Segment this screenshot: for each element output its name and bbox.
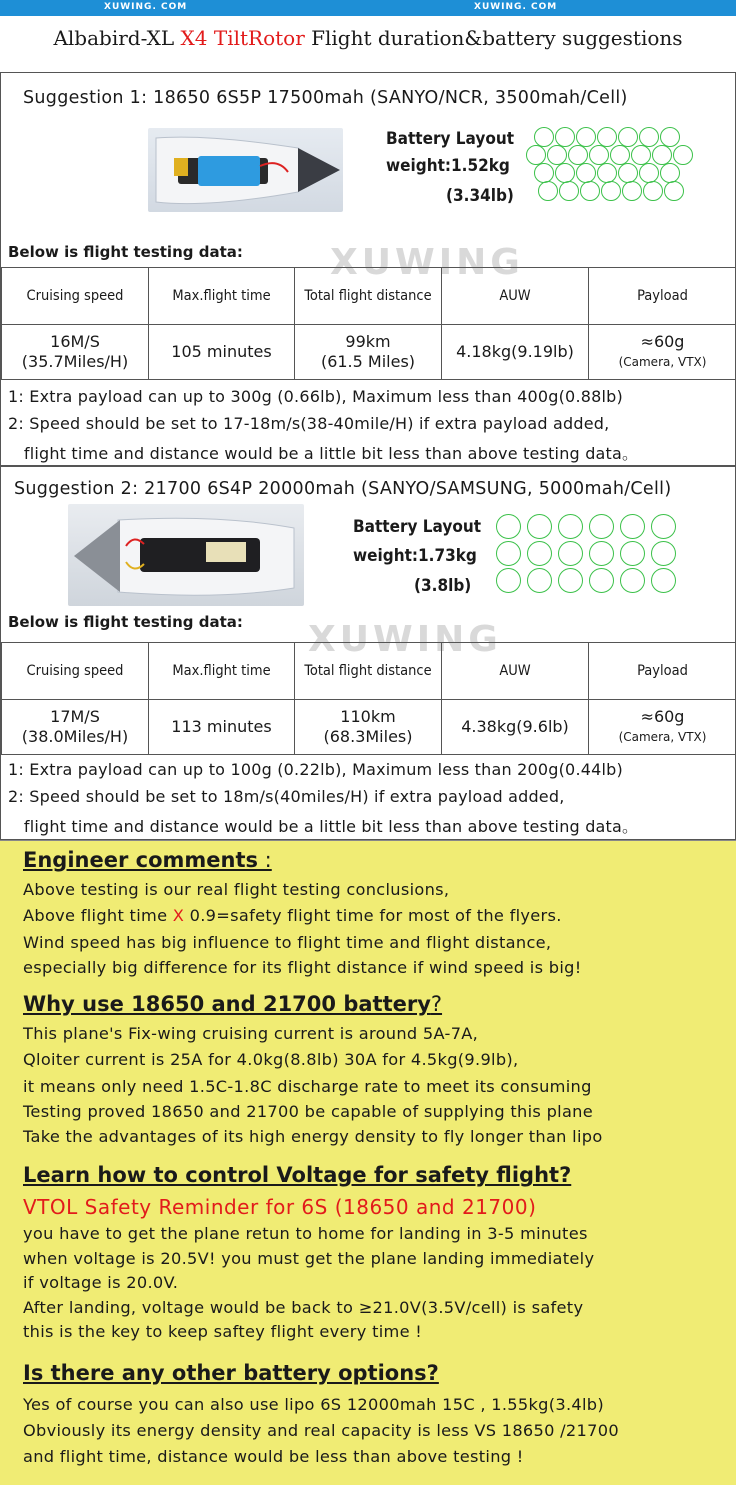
battery-cell: [576, 127, 596, 147]
battery-cell: [597, 127, 617, 147]
battery-cell: [589, 145, 609, 165]
battery-photo-2: [68, 504, 304, 606]
note-1-2: 2: Speed should be set to 17-18m/s(38-40mile/H) if extra payload added,: [8, 414, 609, 433]
note-2-2: 2: Speed should be set to 18m/s(40miles/H) if extra payload added,: [8, 787, 565, 806]
flight-time-value: 113 minutes: [149, 700, 295, 755]
header-max-flight-time: Max.flight time: [149, 268, 295, 325]
cruising-speed-value: 16M/S (35.7Miles/H): [2, 325, 149, 380]
voltage-line-5: this is the key to keep saftey flight every time !: [23, 1322, 422, 1341]
auw-value: 4.18kg(9.19lb): [442, 325, 589, 380]
header-payload: Payload: [589, 268, 736, 325]
battery-cell: [639, 163, 659, 183]
layout-label-2: Battery Layout: [353, 514, 481, 541]
top-watermark-left: XUWING. COM: [104, 2, 187, 12]
battery-cell: [622, 181, 642, 201]
below-label-1: Below is flight testing data:: [8, 243, 243, 261]
below-label-2: Below is flight testing data:: [8, 613, 243, 631]
battery-cell: [664, 181, 684, 201]
battery-cell: [555, 127, 575, 147]
battery-cell: [527, 541, 552, 566]
layout-label-1: Battery Layout: [386, 126, 514, 153]
battery-cell: [527, 514, 552, 539]
battery-cell: [651, 514, 676, 539]
battery-cell: [538, 181, 558, 201]
table-row: [2, 700, 736, 755]
note-2-3: flight time and distance would be a little bit less than above testing data。: [8, 814, 638, 837]
note-1-3: flight time and distance would be a little bit less than above testing data。: [8, 441, 638, 464]
engineer-line-2: Above flight time X 0.9=safety flight time for most of the flyers.: [23, 906, 562, 925]
header-cruising-speed: Cruising speed: [2, 268, 149, 325]
header-auw: AUW: [442, 268, 589, 325]
battery-cell: [673, 145, 693, 165]
battery-cell: [555, 163, 575, 183]
battery-cell: [589, 514, 614, 539]
battery-cell: [620, 514, 645, 539]
battery-cell: [660, 127, 680, 147]
xuwing-watermark-1: XUWING: [330, 242, 524, 283]
header-auw: AUW: [442, 643, 589, 700]
note-2-1: 1: Extra payload can up to 100g (0.22lb), Maximum less than 200g(0.44lb): [8, 760, 623, 779]
battery-cell: [620, 541, 645, 566]
battery-cell: [559, 181, 579, 201]
battery-cell: [618, 163, 638, 183]
page-title: Albabird-XL X4 TiltRotor Flight duration&battery suggestions: [0, 26, 736, 50]
xuwing-watermark-2: XUWING: [308, 619, 502, 660]
table-header-row: [2, 643, 736, 700]
suggestion-2-heading: Suggestion 2: 21700 6S4P 20000mah (SANYO/SAMSUNG, 5000mah/Cell): [14, 479, 671, 499]
battery-cell: [547, 145, 567, 165]
header-total-distance: Total flight distance: [295, 643, 442, 700]
engineer-line-1: Above testing is our real flight testing conclusions,: [23, 880, 449, 899]
other-line-1: Yes of course you can also use lipo 6S 12000mah 15C , 1.55kg(3.4lb): [23, 1395, 604, 1414]
battery-cell: [526, 145, 546, 165]
battery-cell: [558, 568, 583, 593]
vtol-safety-reminder: VTOL Safety Reminder for 6S (18650 and 21700): [23, 1195, 536, 1219]
battery-cell: [576, 163, 596, 183]
engineer-line-4: especially big difference for its flight distance if wind speed is big!: [23, 958, 582, 977]
why-battery-heading: Why use 18650 and 21700 battery?: [23, 992, 442, 1016]
battery-cell: [660, 163, 680, 183]
battery-cell: [527, 568, 552, 593]
engineer-comments-heading: Engineer comments :: [23, 848, 272, 872]
battery-cell: [631, 145, 651, 165]
battery-cell: [558, 541, 583, 566]
voltage-line-2: when voltage is 20.5V! you must get the plane landing immediately: [23, 1249, 594, 1268]
battery-cell: [496, 568, 521, 593]
battery-cell: [597, 163, 617, 183]
flight-data-table-2: [1, 642, 736, 755]
battery-cell: [651, 541, 676, 566]
distance-value: 99km (61.5 Miles): [295, 325, 442, 380]
other-options-heading: Is there any other battery options?: [23, 1361, 439, 1385]
battery-cell: [534, 127, 554, 147]
why-line-5: Take the advantages of its high energy density to fly longer than lipo: [23, 1127, 603, 1146]
why-line-2: Qloiter current is 25A for 4.0kg(8.8lb) 30A for 4.5kg(9.9lb),: [23, 1050, 518, 1069]
auw-value: 4.38kg(9.6lb): [442, 700, 589, 755]
battery-photo-1-image: [148, 128, 343, 212]
top-watermark-right: XUWING. COM: [474, 2, 557, 12]
weight-2: weight:1.73kg: [353, 543, 477, 570]
cruising-speed-value: 17M/S (38.0Miles/H): [2, 700, 149, 755]
flight-data-table-1: [1, 267, 736, 380]
engineer-line-3: Wind speed has big influence to flight time and flight distance,: [23, 933, 551, 952]
battery-cell: [618, 127, 638, 147]
battery-cell: [568, 145, 588, 165]
battery-cell: [652, 145, 672, 165]
battery-cell-layout-2: [481, 514, 691, 592]
table-header-row: [2, 268, 736, 325]
header-payload: Payload: [589, 643, 736, 700]
weight-lb-2: (3.8lb): [414, 573, 471, 600]
header-max-flight-time: Max.flight time: [149, 643, 295, 700]
battery-cell: [589, 541, 614, 566]
battery-cell: [643, 181, 663, 201]
battery-photo-1: [148, 128, 343, 212]
battery-cell: [610, 145, 630, 165]
suggestion-1-heading: Suggestion 1: 18650 6S5P 17500mah (SANYO/NCR, 3500mah/Cell): [23, 88, 628, 108]
table-row: [2, 325, 736, 380]
why-line-1: This plane's Fix-wing cruising current is around 5A-7A,: [23, 1024, 478, 1043]
voltage-line-4: After landing, voltage would be back to ≥21.0V(3.5V/cell) is safety: [23, 1298, 583, 1317]
battery-cell: [639, 127, 659, 147]
battery-cell: [651, 568, 676, 593]
other-line-2: Obviously its energy density and real capacity is less VS 18650 /21700: [23, 1421, 619, 1440]
distance-value: 110km (68.3Miles): [295, 700, 442, 755]
why-line-4: Testing proved 18650 and 21700 be capable of supplying this plane: [23, 1102, 593, 1121]
weight-1: weight:1.52kg: [386, 153, 510, 180]
battery-cell: [496, 514, 521, 539]
battery-cell: [558, 514, 583, 539]
battery-photo-2-image: [68, 504, 304, 606]
voltage-heading: Learn how to control Voltage for safety flight?: [23, 1163, 571, 1187]
header-total-distance: Total flight distance: [295, 268, 442, 325]
battery-cell: [580, 181, 600, 201]
battery-cell: [496, 541, 521, 566]
battery-cell: [601, 181, 621, 201]
voltage-line-1: you have to get the plane retun to home for landing in 3-5 minutes: [23, 1224, 588, 1243]
flight-time-value: 105 minutes: [149, 325, 295, 380]
header-cruising-speed: Cruising speed: [2, 643, 149, 700]
battery-cell: [534, 163, 554, 183]
note-1-1: 1: Extra payload can up to 300g (0.66lb), Maximum less than 400g(0.88lb): [8, 387, 623, 406]
weight-lb-1: (3.34lb): [446, 183, 514, 210]
battery-cell: [589, 568, 614, 593]
why-line-3: it means only need 1.5C-1.8C discharge rate to meet its consuming: [23, 1077, 592, 1096]
voltage-line-3: if voltage is 20.0V.: [23, 1273, 178, 1292]
battery-cell-layout-1: [526, 127, 706, 202]
other-line-3: and flight time, distance would be less than above testing !: [23, 1447, 524, 1466]
payload-value: ≈60g (Camera, VTX): [589, 700, 736, 755]
battery-cell: [620, 568, 645, 593]
payload-value: ≈60g (Camera, VTX): [589, 325, 736, 380]
